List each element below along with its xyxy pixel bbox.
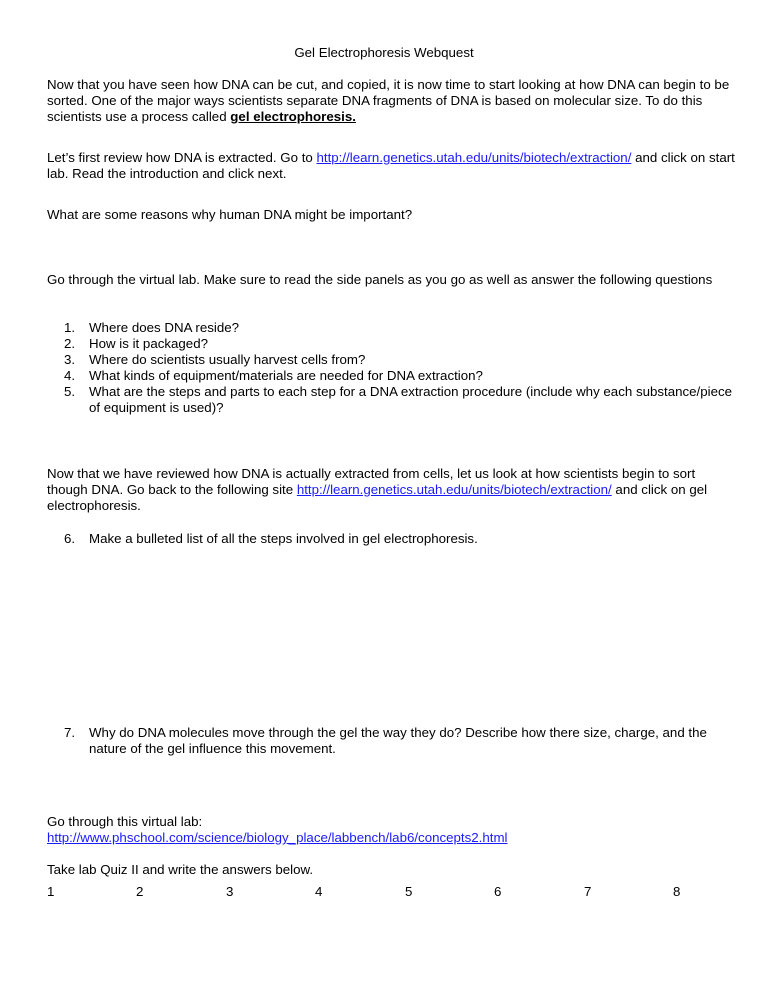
sorting-text-after: and click on gel electrophoresis.	[47, 482, 708, 513]
answer-number-row	[47, 884, 747, 900]
answer-number: 7	[584, 884, 592, 899]
review-paragraph	[47, 150, 737, 182]
question-number: 7.	[64, 725, 76, 740]
virtual-lab-2	[47, 814, 737, 846]
intro-text: Now that you have seen how DNA can be cut, and copied, it is now time to start looking at how DNA can begin to be sorted. One of the major ways scientists separate DNA fragments of DNA is based on molecular size. To do this scientists use a process called	[47, 77, 730, 124]
answer-number: 5	[405, 884, 413, 899]
sorting-paragraph	[47, 466, 737, 514]
answer-number: 3	[226, 884, 234, 899]
question-number: 6.	[64, 531, 76, 546]
virtual-lab-intro: Go through the virtual lab. Make sure to read the side panels as you go as well as answer the following questions	[47, 272, 713, 287]
question-number: 2.	[64, 336, 76, 351]
question-number: 4.	[64, 368, 76, 383]
gel-electrophoresis-link[interactable]: http://learn.genetics.utah.edu/units/biotech/extraction/	[296, 482, 612, 497]
question-text: Where do scientists usually harvest cells from?	[89, 352, 366, 367]
question-text: What kinds of equipment/materials are needed for DNA extraction?	[89, 368, 483, 383]
list-item	[64, 336, 744, 352]
list-item	[64, 320, 744, 336]
question-text: What are the steps and parts to each step for a DNA extraction procedure (include why each substance/piece of equipment is used)?	[89, 384, 733, 415]
question-text: Where does DNA reside?	[89, 320, 240, 335]
answer-number: 2	[136, 884, 144, 899]
extraction-link[interactable]: http://learn.genetics.utah.edu/units/biotech/extraction/	[316, 150, 632, 165]
question-text: Make a bulleted list of all the steps involved in gel electrophoresis.	[89, 531, 478, 546]
question-6	[64, 531, 744, 547]
list-item	[64, 384, 744, 416]
list-item	[64, 352, 744, 368]
question-list	[64, 320, 744, 416]
review-text-before: Let’s first review how DNA is extracted. Go to	[47, 150, 317, 165]
phschool-link[interactable]: http://www.phschool.com/science/biology_place/labbench/lab6/concepts2.html	[47, 830, 508, 845]
list-item	[64, 368, 744, 384]
answer-number: 4	[315, 884, 323, 899]
question-number: 1.	[64, 320, 76, 335]
sorting-text-before: Now that we have reviewed how DNA is actually extracted from cells, let us look at how scientists begin to sort though DNA. Go back to the following site	[47, 466, 696, 497]
question-text: How is it packaged?	[89, 336, 208, 351]
intro-term: gel electrophoresis.	[230, 109, 356, 124]
question-7	[64, 725, 744, 757]
quiz-instruction: Take lab Quiz II and write the answers below.	[47, 862, 314, 877]
page-title: Gel Electrophoresis Webquest	[294, 45, 474, 60]
question-human-dna: What are some reasons why human DNA might be important?	[47, 207, 413, 222]
question-text: Why do DNA molecules move through the gel the way they do? Describe how there size, charge, and the nature of the gel influence this movement.	[89, 725, 707, 756]
question-number: 5.	[64, 384, 76, 399]
question-number: 3.	[64, 352, 76, 367]
virtual-lab-2-text: Go through this virtual lab:	[47, 814, 203, 829]
list-item	[64, 725, 744, 757]
intro-paragraph	[47, 77, 737, 125]
answer-number: 6	[494, 884, 502, 899]
list-item	[64, 531, 744, 547]
answer-number: 1	[47, 884, 55, 899]
answer-number: 8	[673, 884, 681, 899]
review-text-after: and click on start lab. Read the introduction and click next.	[47, 150, 735, 181]
